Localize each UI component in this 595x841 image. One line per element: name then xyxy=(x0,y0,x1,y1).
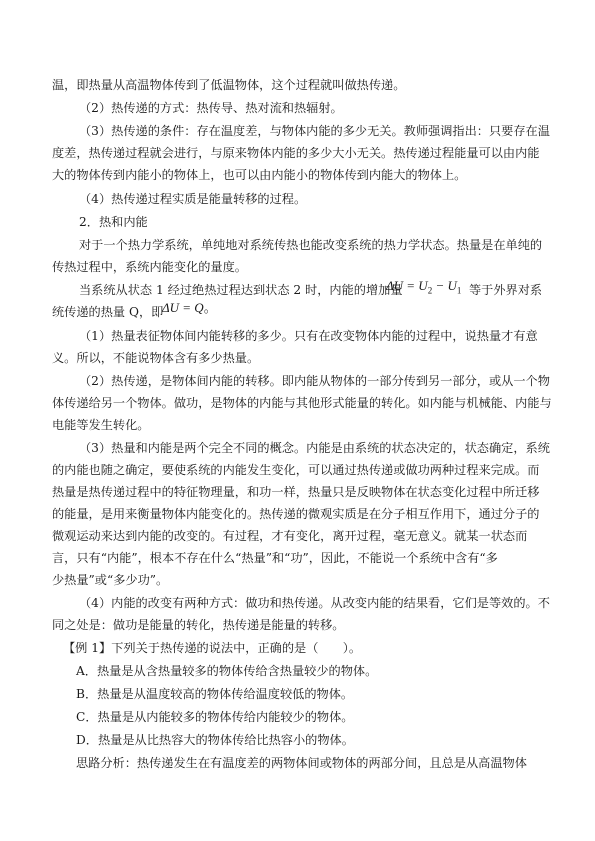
option-c: C．热量是从内能较多的物体传给内能较少的物体。 xyxy=(76,710,354,724)
option-a: A．热量是从含热量较多的物体传给含热量较少的物体。 xyxy=(76,664,378,678)
section-heading: 2．热和内能 xyxy=(79,215,148,229)
text-line: （4）热传递过程实质是能量转移的过程。 xyxy=(79,192,307,206)
text-line: 温，即热量从高温物体传到了低温物体，这个过程就叫做热传递。 xyxy=(52,78,406,92)
text-line: 对于一个热力学系统，单纯地对系统传热也能改变系统的热力学状态。热量是在单纯的 xyxy=(79,238,543,252)
formula-du-u2-u1: $\Delta U = U_2 - U_1$ xyxy=(386,278,462,296)
text-line: （4）内能的改变有两种方式：做功和热传递。从改变内能的结果看，它们是等效的。不 xyxy=(79,596,550,610)
text-line: 大的物体传到内能小的物体上，也可以由内能小的物体传到内能大的物体上。 xyxy=(52,168,467,182)
text-line: 微观运动来达到内能的改变的。有过程，才有变化，离开过程，毫无意义。就某一状态而 xyxy=(52,529,528,543)
text-line: 等于外界对系 xyxy=(469,283,543,297)
text-line: （2）热传递，是物体间内能的转移。即内能从物体的一部分传到另一部分，或从一个物 xyxy=(79,374,550,388)
text-line: 传热过程中，系统内能变化的量度。 xyxy=(52,260,247,274)
text-line: （1）热量表征物体间内能转移的多少。只有在改变物体内能的过程中，说热量才有意 xyxy=(79,329,538,343)
text-line: 统传递的热量 Q，即 xyxy=(52,305,164,319)
formula-du-q: ΔU = Q。 xyxy=(162,300,217,315)
text-line: 的能量，是用来衡量物体内能变化的。热传递的微观实质是在分子相互作用下，通过分子的 xyxy=(52,507,540,521)
text-line: 热量是热传递过程中的特征物理量，和功一样，热量只是反映物体在状态变化过程中所迁移 xyxy=(52,485,540,499)
text-line: （3）热量和内能是两个完全不同的概念。内能是由系统的状态决定的，状态确定，系统 xyxy=(79,441,550,455)
text-line: 的内能也随之确定，要使系统的内能发生变化，可以通过热传递或做功两种过程来完成。而 xyxy=(52,463,540,477)
text-line: 体传递给另一个物体。做功，是物体的内能与其他形式能量的转化。如内能与机械能、内能与 xyxy=(52,396,552,410)
text-line: 同之处是：做功是能量的转化，热传递是能量的转移。 xyxy=(52,618,345,632)
example-heading: 【例 1】下列关于热传递的说法中，正确的是（ ）。 xyxy=(63,641,362,655)
text-line: 度差，热传递过程就会进行，与原来物体内能的多少大小无关。热传递过程能量可以由内能 xyxy=(52,146,540,160)
text-line: 当系统从状态 1 经过绝热过程达到状态 2 时，内能的增加量 xyxy=(79,283,403,297)
text-line: （3）热传递的条件：存在温度差，与物体内能的多少无关。教师强调指出：只要存在温 xyxy=(79,124,550,138)
text-line: 义。所以，不能说物体含有多少热量。 xyxy=(52,351,260,365)
text-line: （2）热传递的方式：热传导、热对流和热辐射。 xyxy=(79,101,343,115)
option-d: D．热量是从比热容大的物体传给比热容小的物体。 xyxy=(76,733,354,747)
text-line: 言，只有“内能”，根本不存在什么“热量”和“功”，因此，不能说一个系统中含有“多 xyxy=(52,551,498,565)
text-line: 少热量”或“多少功”。 xyxy=(52,573,169,587)
option-b: B．热量是从温度较高的物体传给温度较低的物体。 xyxy=(76,687,354,701)
text-line: 思路分析：热传递发生在有温度差的两物体间或物体的两部分间，且总是从高温物体 xyxy=(76,756,527,770)
text-line: 电能等发生转化。 xyxy=(52,418,150,432)
